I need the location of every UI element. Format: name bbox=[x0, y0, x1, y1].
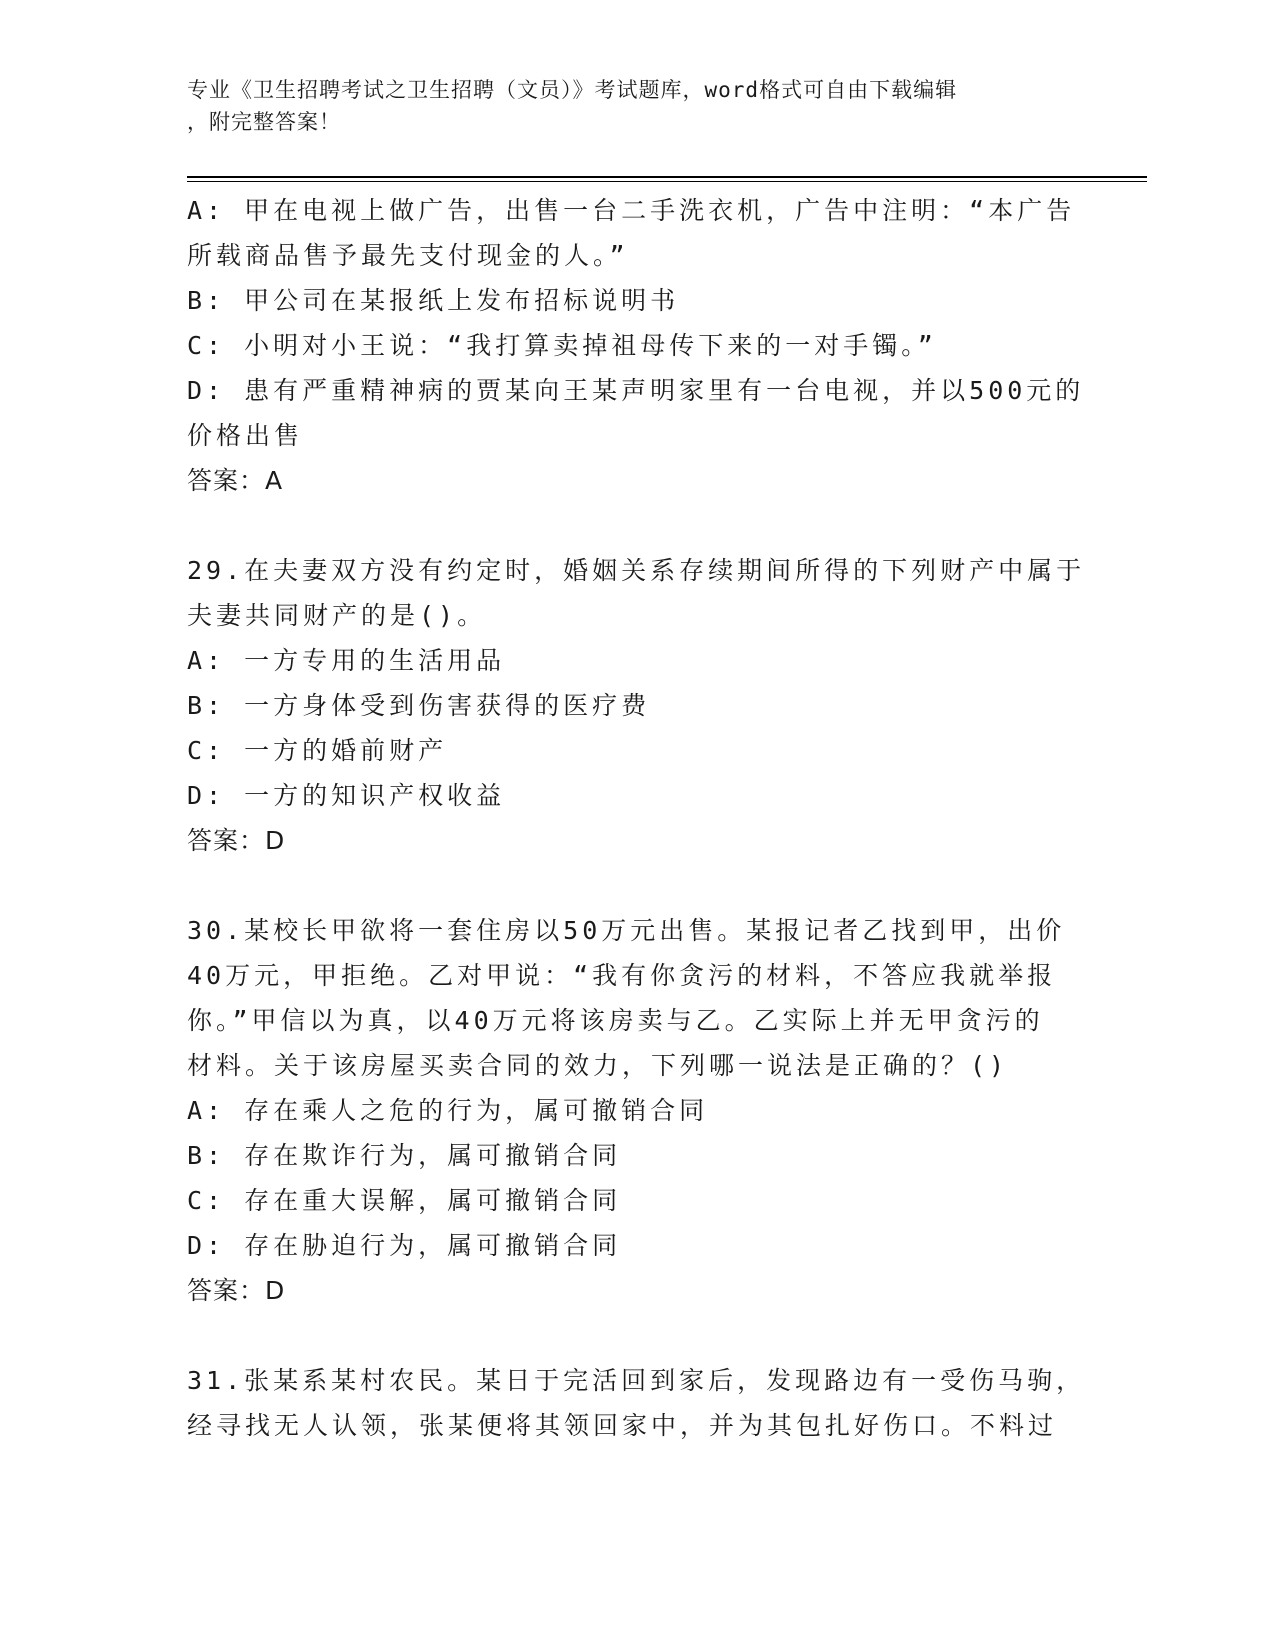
page-header bbox=[187, 74, 1067, 138]
question-28 bbox=[187, 188, 1085, 503]
option-c: C: 一方的婚前财产 bbox=[187, 736, 448, 765]
header-rule-thick bbox=[187, 176, 1147, 178]
option-a-line-1: A: 甲在电视上做广告，出售一台二手洗衣机，广告中注明：“本广告 bbox=[187, 196, 1076, 225]
option-a: A: 存在乘人之危的行为，属可撤销合同 bbox=[187, 1096, 709, 1125]
header-line-2: ，附完整答案！ bbox=[187, 110, 341, 134]
option-b: B: 一方身体受到伤害获得的医疗费 bbox=[187, 691, 651, 720]
option-d: D: 存在胁迫行为，属可撤销合同 bbox=[187, 1231, 622, 1260]
answer-line: 答案：D bbox=[187, 826, 286, 855]
answer-line: 答案：D bbox=[187, 1276, 286, 1305]
question-stem-line-3: 你。”甲信以为真，以40万元将该房卖与乙。乙实际上并无甲贪污的 bbox=[187, 1006, 1044, 1035]
question-stem-line-1: 30.某校长甲欲将一套住房以50万元出售。某报记者乙找到甲，出价 bbox=[187, 916, 1066, 945]
option-d: D: 一方的知识产权收益 bbox=[187, 781, 506, 810]
option-d-line-2: 价格出售 bbox=[187, 421, 304, 450]
option-d-line-1: D: 患有严重精神病的贾某向王某声明家里有一台电视，并以500元的 bbox=[187, 376, 1085, 405]
question-stem-line-2: 夫妻共同财产的是()。 bbox=[187, 601, 487, 630]
option-a-line-2: 所载商品售予最先支付现金的人。” bbox=[187, 241, 629, 270]
question-stem-line-1: 31.张某系某村农民。某日于完活回到家后，发现路边有一受伤马驹， bbox=[187, 1366, 1086, 1395]
spacer bbox=[187, 1313, 1067, 1358]
question-stem-line-4: 材料。关于该房屋买卖合同的效力，下列哪一说法是正确的？() bbox=[187, 1051, 1009, 1080]
question-30 bbox=[187, 908, 1067, 1313]
option-c: C: 存在重大误解，属可撤销合同 bbox=[187, 1186, 622, 1215]
spacer bbox=[187, 863, 1067, 908]
question-stem-line-1: 29.在夫妻双方没有约定时，婚姻关系存续期间所得的下列财产中属于 bbox=[187, 556, 1086, 585]
option-a: A: 一方专用的生活用品 bbox=[187, 646, 506, 675]
answer-line: 答案：A bbox=[187, 466, 284, 495]
header-line-1: 专业《卫生招聘考试之卫生招聘（文员）》考试题库，word格式可自由下载编辑 bbox=[187, 78, 958, 102]
header-rule-thin bbox=[187, 181, 1147, 182]
document-body bbox=[187, 188, 1086, 1448]
question-31 bbox=[187, 1358, 1086, 1448]
question-29 bbox=[187, 548, 1086, 863]
question-stem-line-2: 40万元，甲拒绝。乙对甲说：“我有你贪污的材料，不答应我就举报 bbox=[187, 961, 1057, 990]
option-b: B: 甲公司在某报纸上发布招标说明书 bbox=[187, 286, 680, 315]
question-stem-line-2: 经寻找无人认领，张某便将其领回家中，并为其包扎好伤口。不料过 bbox=[187, 1411, 1058, 1440]
option-c: C: 小明对小王说：“我打算卖掉祖母传下来的一对手镯。” bbox=[187, 331, 937, 360]
option-b: B: 存在欺诈行为，属可撤销合同 bbox=[187, 1141, 622, 1170]
spacer bbox=[187, 503, 1067, 548]
